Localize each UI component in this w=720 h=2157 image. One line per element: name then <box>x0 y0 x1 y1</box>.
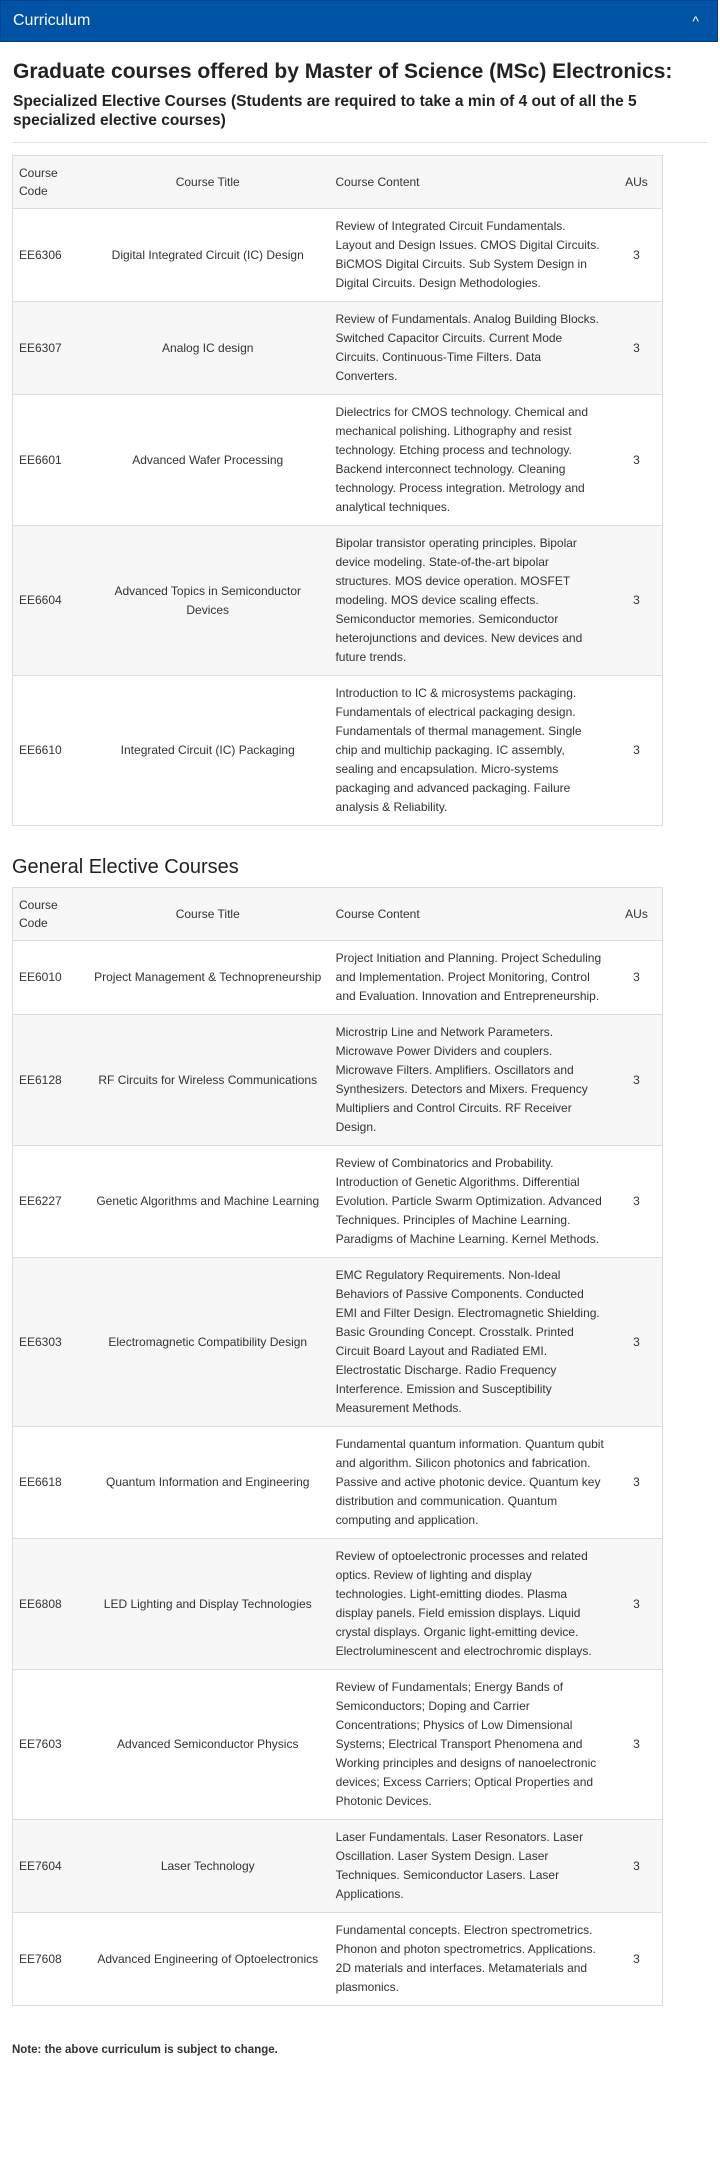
course-aus: 3 <box>611 395 663 526</box>
course-aus: 3 <box>611 1820 662 1913</box>
course-content: Laser Fundamentals. Laser Resonators. Laser Oscillation. Laser System Design. Laser Techniques. Semiconductor Lasers. Laser Applications. <box>330 1820 611 1913</box>
course-code: EE6601 <box>13 395 86 526</box>
course-title: Advanced Wafer Processing <box>86 395 330 526</box>
general-electives-heading: General Elective Courses <box>12 856 239 878</box>
table-row <box>13 1258 663 1427</box>
course-title: RF Circuits for Wireless Communications <box>86 1015 330 1146</box>
course-content: Review of Fundamentals; Energy Bands of Semiconductors; Doping and Carrier Concentrations; Physics of Low Dimensional Systems; Electrical Transport Phenomena and Working principles and designs of nanoelectronic devices; Excess Carriers; Optical Properties and Photonic Devices. <box>330 1670 611 1820</box>
course-code: EE6610 <box>13 676 86 826</box>
course-code: EE6303 <box>13 1258 86 1427</box>
course-code: EE6227 <box>13 1146 86 1258</box>
specialized-courses-table <box>12 155 663 826</box>
specialized-heading: Specialized Elective Courses (Students are required to take a min of 4 out of all the 5 specialized elective courses) <box>13 93 637 129</box>
table-row <box>13 1015 663 1146</box>
course-aus: 3 <box>611 1258 662 1427</box>
column-header-aus: AUs <box>611 156 663 209</box>
course-title: Electromagnetic Compatibility Design <box>86 1258 330 1427</box>
course-title: Digital Integrated Circuit (IC) Design <box>86 209 330 302</box>
table-row <box>13 209 663 302</box>
column-header-content: Course Content <box>330 888 611 941</box>
course-title: Analog IC design <box>86 302 330 395</box>
course-code: EE7604 <box>13 1820 86 1913</box>
course-title: Genetic Algorithms and Machine Learning <box>86 1146 330 1258</box>
divider <box>12 142 708 143</box>
table-row <box>13 1539 663 1670</box>
table-row <box>13 526 663 676</box>
general-courses-table <box>12 887 663 2006</box>
course-code: EE6618 <box>13 1427 86 1539</box>
course-content: Review of Combinatorics and Probability. Introduction of Genetic Algorithms. Differential Evolution. Particle Swarm Optimization. Advanced Techniques. Principles of Machine Learning. Paradigms of Machine Learning. Kernel Methods. <box>330 1146 611 1258</box>
course-content: Microstrip Line and Network Parameters. Microwave Power Dividers and couplers. Microwave Filters. Amplifiers. Oscillators and Synthesizers. Detectors and Mixers. Frequency Multipliers and Control Circuits. RF Receiver Design. <box>330 1015 611 1146</box>
course-aus: 3 <box>611 1146 662 1258</box>
course-content: Dielectrics for CMOS technology. Chemical and mechanical polishing. Lithography and resist technology. Etching process and technology. Backend interconnect technology. Cleaning technology. Process integration. Metrology and analytical techniques. <box>329 395 610 526</box>
column-header-title: Course Title <box>86 888 330 941</box>
course-title: Advanced Engineering of Optoelectronics <box>86 1913 330 2006</box>
curriculum-note: Note: the above curriculum is subject to change. <box>12 2044 278 2056</box>
course-aus: 3 <box>611 526 663 676</box>
course-content: Project Initiation and Planning. Project Scheduling and Implementation. Project Monitoring, Control and Evaluation. Innovation and Entrepreneurship. <box>330 941 611 1015</box>
course-title: Project Management & Technopreneurship <box>86 941 330 1015</box>
table-row <box>13 676 663 826</box>
table-row <box>13 1427 663 1539</box>
course-code: EE7603 <box>13 1670 86 1820</box>
course-title: Advanced Topics in Semiconductor Devices <box>86 526 330 676</box>
course-aus: 3 <box>611 1539 662 1670</box>
page-title: Graduate courses offered by Master of Science (MSc) Electronics: <box>13 60 673 83</box>
course-code: EE6306 <box>13 209 86 302</box>
course-code: EE6604 <box>13 526 86 676</box>
table-row <box>13 1820 663 1913</box>
column-header-aus: AUs <box>611 888 662 941</box>
column-header-content: Course Content <box>329 156 610 209</box>
course-aus: 3 <box>611 676 663 826</box>
course-content: Introduction to IC & microsystems packaging. Fundamentals of electrical packaging design. Fundamentals of thermal management. Single chip and multichip packaging. IC assembly, sealing and encapsulation. Micro-systems packaging and advanced packaging. Failure analysis & Reliability. <box>329 676 610 826</box>
course-aus: 3 <box>611 1015 662 1146</box>
table-row <box>13 1913 663 2006</box>
table-header-row <box>13 888 663 941</box>
accordion-title: Curriculum <box>13 12 91 29</box>
course-code: EE7608 <box>13 1913 86 2006</box>
course-aus: 3 <box>611 209 663 302</box>
curriculum-accordion-header[interactable] <box>0 0 718 42</box>
course-content: Fundamental concepts. Electron spectrometrics. Phonon and photon spectrometrics. Applications. 2D materials and interfaces. Metamaterials and plasmonics. <box>330 1913 611 2006</box>
course-content: EMC Regulatory Requirements. Non-Ideal Behaviors of Passive Components. Conducted EMI and Filter Design. Electromagnetic Shielding. Basic Grounding Concept. Crosstalk. Printed Circuit Board Layout and Radiated EMI. Electrostatic Discharge. Radio Frequency Interference. Emission and Susceptibility Measurement Methods. <box>330 1258 611 1427</box>
chevron-up-icon[interactable]: ^ <box>692 13 699 29</box>
course-content: Review of Integrated Circuit Fundamentals. Layout and Design Issues. CMOS Digital Circuits. BiCMOS Digital Circuits. Sub System Design in Digital Circuits. Design Methodologies. <box>329 209 610 302</box>
course-content: Fundamental quantum information. Quantum qubit and algorithm. Silicon photonics and fabrication. Passive and active photonic device. Quantum key distribution and communication. Quantum computing and application. <box>330 1427 611 1539</box>
column-header-code: Course Code <box>13 156 86 209</box>
course-title: Quantum Information and Engineering <box>86 1427 330 1539</box>
curriculum-content <box>12 60 708 2056</box>
course-aus: 3 <box>611 1913 662 2006</box>
column-header-code: Course Code <box>13 888 86 941</box>
course-code: EE6307 <box>13 302 86 395</box>
course-code: EE6808 <box>13 1539 86 1670</box>
table-header-row <box>13 156 663 209</box>
table-row <box>13 302 663 395</box>
column-header-title: Course Title <box>86 156 330 209</box>
table-row <box>13 941 663 1015</box>
course-code: EE6128 <box>13 1015 86 1146</box>
course-code: EE6010 <box>13 941 86 1015</box>
table-row <box>13 1670 663 1820</box>
course-title: LED Lighting and Display Technologies <box>86 1539 330 1670</box>
course-aus: 3 <box>611 1427 662 1539</box>
course-content: Review of Fundamentals. Analog Building Blocks. Switched Capacitor Circuits. Current Mode Circuits. Continuous-Time Filters. Data Converters. <box>329 302 610 395</box>
course-aus: 3 <box>611 302 663 395</box>
course-aus: 3 <box>611 941 662 1015</box>
course-content: Review of optoelectronic processes and related optics. Review of lighting and display technologies. Light-emitting diodes. Plasma display panels. Field emission displays. Liquid crystal displays. Organic light-emitting device. Electroluminescent and electrochromic displays. <box>330 1539 611 1670</box>
course-aus: 3 <box>611 1670 662 1820</box>
table-row <box>13 395 663 526</box>
course-title: Integrated Circuit (IC) Packaging <box>86 676 330 826</box>
course-title: Advanced Semiconductor Physics <box>86 1670 330 1820</box>
course-title: Laser Technology <box>86 1820 330 1913</box>
course-content: Bipolar transistor operating principles. Bipolar device modeling. State-of-the-art bipolar structures. MOS device operation. MOSFET modeling. MOS device scaling effects. Semiconductor memories. Semiconductor heterojunctions and devices. New devices and future trends. <box>329 526 610 676</box>
table-row <box>13 1146 663 1258</box>
